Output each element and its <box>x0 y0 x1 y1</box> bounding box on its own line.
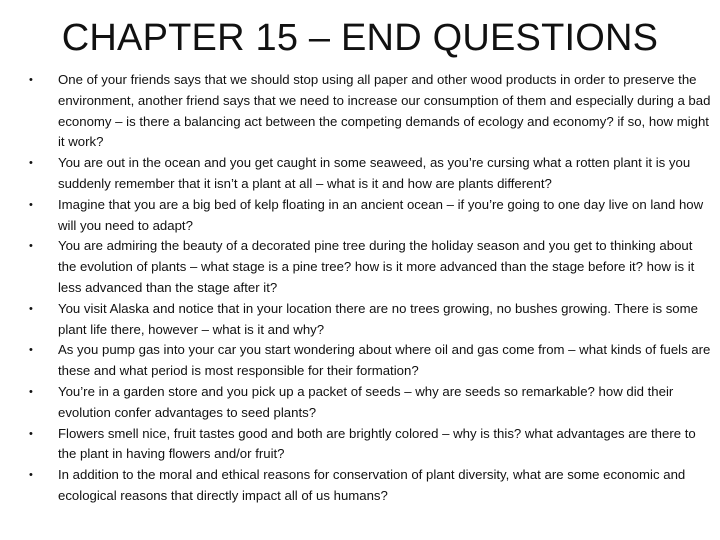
question-text: In addition to the moral and ethical reasons for conservation of plant diversity, what are some economic and ecological reasons that directly impact all of us humans? <box>58 467 686 503</box>
question-text: You are admiring the beauty of a decorated pine tree during the holiday season and you get to thinking about the evolution of plants – what stage is a pine tree? how is it more advanced than the stage before it? how is it less advanced than the stage after it? <box>58 238 695 295</box>
bullet-icon: • <box>29 344 33 357</box>
bullet-icon: • <box>29 469 33 482</box>
list-item <box>24 153 714 195</box>
question-text: You are out in the ocean and you get caught in some seaweed, as you’re cursing what a rotten plant it is you suddenly remember that it isn’t a plant at all – what is it and how are plants different? <box>58 155 691 191</box>
list-item <box>24 195 714 237</box>
question-text: You’re in a garden store and you pick up a packet of seeds – why are seeds so remarkable? how did their evolution confer advantages to seed plants? <box>58 383 674 420</box>
list-item <box>24 70 714 153</box>
list-item <box>24 382 714 424</box>
question-text: You visit Alaska and notice that in your location there are no trees growing, no bushes growing. There is some plant life there, however – what is it and why? <box>58 300 698 337</box>
list-item <box>24 465 714 507</box>
slide-title: CHAPTER 15 – END QUESTIONS <box>61 17 659 59</box>
bullet-icon: • <box>29 302 33 315</box>
list-item <box>24 340 714 382</box>
bullet-icon: • <box>29 198 33 211</box>
bullet-icon: • <box>29 240 33 253</box>
question-text: Flowers smell nice, fruit tastes good and both are brightly colored – why is this? what advantages are there to the plant in having flowers and/or fruit? <box>58 425 696 462</box>
bullet-icon: • <box>29 427 33 440</box>
list-item <box>24 236 714 298</box>
list-item <box>24 299 714 341</box>
bullet-icon: • <box>29 385 33 398</box>
question-text: One of your friends says that we should stop using all paper and other wood products in order to preserve the environment, another friend says that we need to increase our consumption of them and especially during a bad economy – is there a balancing act between the competing demands of ecology and economy? if so, how might it work? <box>58 72 711 150</box>
bullet-icon: • <box>29 157 33 170</box>
question-text: Imagine that you are a big bed of kelp floating in an ancient ocean – if you’re going to one day live on land how will you need to adapt? <box>58 196 704 233</box>
bullet-icon: • <box>29 74 33 86</box>
question-list <box>24 70 714 507</box>
question-text: As you pump gas into your car you start wondering about where oil and gas come from – what kinds of fuels are these and what period is most responsible for their formation? <box>58 342 711 379</box>
list-item <box>24 424 714 466</box>
